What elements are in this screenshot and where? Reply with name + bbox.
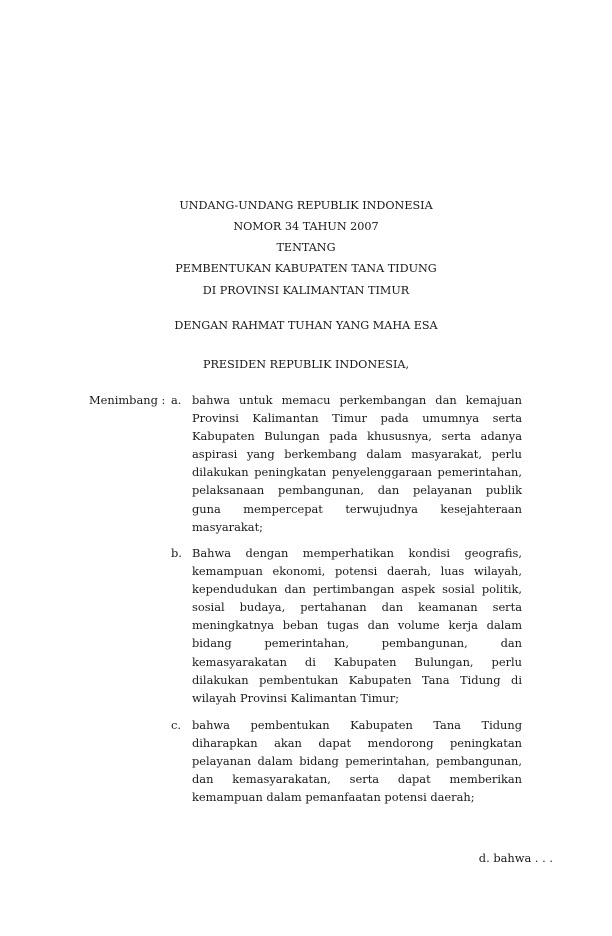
menimbang-label: Menimbang : <box>89 393 166 407</box>
text-line: masyarakat; <box>192 519 264 534</box>
title-line-5: DI PROVINSI KALIMANTAN TIMUR <box>202 284 410 297</box>
title-line-4: PEMBENTUKAN KABUPATEN TANA TIDUNG <box>175 262 437 275</box>
consideration-a <box>192 391 522 536</box>
text-line: kependudukan dan pertimbangan aspek sosial politik, <box>192 582 522 597</box>
text-line: dan kemasyarakatan, serta dapat memberikan <box>192 772 522 787</box>
title-line-3: TENTANG <box>276 241 336 254</box>
text-line: kemampuan ekonomi, potensi daerah, luas wilayah, <box>192 564 522 579</box>
title-line-2: NOMOR 34 TAHUN 2007 <box>233 220 379 233</box>
text-line: pelayanan dalam bidang pemerintahan, pembangunan, <box>192 754 522 769</box>
consideration-b <box>192 544 522 707</box>
text-line: wilayah Provinsi Kalimantan Timur; <box>192 690 400 705</box>
text-line: bidang pemerintahan, pembangunan, dan <box>192 636 522 651</box>
text-line: Bahwa dengan memperhatikan kondisi geografis, <box>192 546 522 560</box>
item-marker-b: b. <box>171 546 182 560</box>
text-line: diharapkan akan dapat mendorong peningkatan <box>192 736 522 751</box>
item-marker-c: c. <box>171 718 182 732</box>
title-line-1: UNDANG-UNDANG REPUBLIK INDONESIA <box>179 199 433 212</box>
text-line: kemasyarakatan di Kabupaten Bulungan, perlu <box>192 654 522 669</box>
text-line: kemampuan dalam pemanfaatan potensi daerah; <box>192 790 475 805</box>
president-heading: PRESIDEN REPUBLIK INDONESIA, <box>202 358 410 371</box>
text-line: pelaksanaan pembangunan, dan pelayanan publik <box>192 483 522 498</box>
text-line: meningkatnya beban tugas dan volume kerja dalam <box>192 618 522 633</box>
consideration-c <box>192 716 522 806</box>
text-line: bahwa untuk memacu perkembangan dan kemajuan <box>192 393 522 407</box>
text-line: dilakukan peningkatan penyelenggaraan pemerintahan, <box>192 465 522 480</box>
text-line: bahwa pembentukan Kabupaten Tana Tidung <box>192 718 522 732</box>
text-line: Kabupaten Bulungan pada khususnya, serta adanya <box>192 429 522 444</box>
text-line: guna mempercepat terwujudnya kesejahteraan <box>192 501 522 516</box>
text-line: sosial budaya, pertahanan dan keamanan serta <box>192 600 522 615</box>
page-continuation: d. bahwa . . . <box>478 851 553 865</box>
invocation: DENGAN RAHMAT TUHAN YANG MAHA ESA <box>174 319 438 332</box>
text-line: dilakukan pembentukan Kabupaten Tana Tidung di <box>192 672 522 687</box>
text-line: Provinsi Kalimantan Timur pada umumnya serta <box>192 411 522 426</box>
item-marker-a: a. <box>171 393 182 407</box>
text-line: aspirasi yang berkembang dalam masyarakat, perlu <box>192 447 522 462</box>
